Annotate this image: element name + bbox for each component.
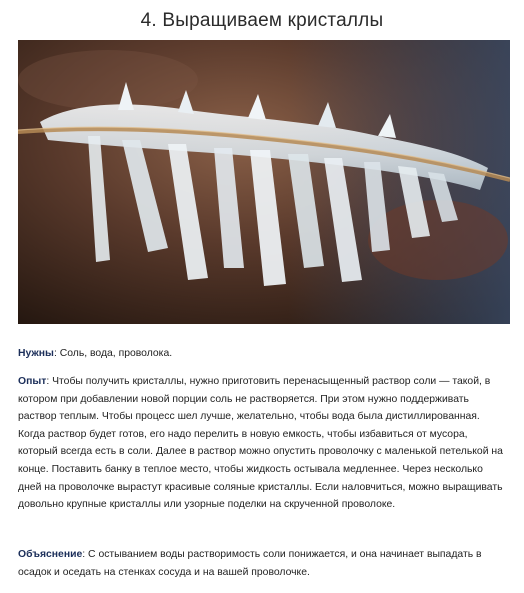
crystal-photo-graphic	[18, 40, 510, 324]
needs-label: Нужны	[18, 348, 54, 359]
experiment-label: Опыт	[18, 376, 47, 387]
needs-text: : Соль, вода, проволока.	[53, 348, 173, 359]
page-title: 4. Выращиваем кристаллы	[140, 10, 384, 31]
explanation-label: Объяснение	[18, 549, 83, 560]
experiment-paragraph	[18, 373, 508, 514]
crystal-photo	[18, 40, 510, 324]
experiment-text: : Чтобы получить кристаллы, нужно приготовить перенасыщенный раствор соли — такой, в котором при добавлении новой порции соль не растворяется. При этом нужно поддерживать раствор теплым. Чтобы процесс шел лучше, желательно, чтобы вода была дистиллированная. Когда раствор будет готов, его надо перелить в новую емкость, чтобы избавиться от мусора, который всегда есть в соли. Далее в раствор можно опустить проволочку с маленькой петелькой на конце. Поставить банку в теплое место, чтобы жидкость остывала медленнее. Через несколько дней на проволочке вырастут красивые соляные кристаллы. Если наловчиться, можно выращивать довольно крупные кристаллы или узорные поделки на скрученной проволоке.	[18, 376, 503, 511]
explanation-text: : С остыванием воды растворимость соли понижается, и она начинает выпадать в осадок и оседать на стенках сосуда и на вашей проволочке.	[18, 549, 482, 578]
explanation-paragraph	[18, 546, 508, 581]
needs-paragraph	[18, 345, 508, 363]
